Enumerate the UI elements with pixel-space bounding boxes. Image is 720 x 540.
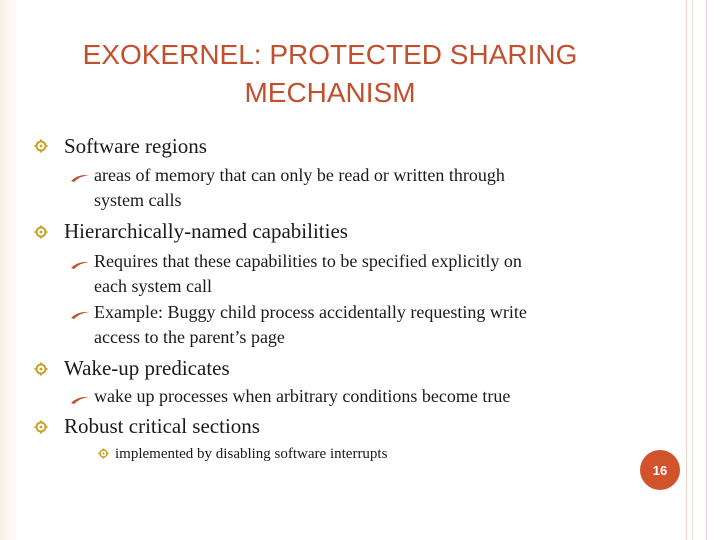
sub-bullet-text: areas of memory that can only be read or written through bbox=[94, 165, 505, 185]
gear-bullet-icon-small bbox=[98, 448, 109, 459]
bullet-robust-critical-sections: Robust critical sections bbox=[64, 414, 260, 438]
left-decorative-band bbox=[0, 0, 16, 540]
swoosh-bullet-icon bbox=[70, 307, 90, 317]
slide-title-line-2: MECHANISM bbox=[244, 77, 416, 108]
sub-bullet-text-continued: access to the parent’s page bbox=[94, 327, 285, 347]
bullet-software-regions: Software regions bbox=[64, 134, 207, 158]
page-number-badge: 16 bbox=[640, 450, 680, 490]
sub-bullet-text: Example: Buggy child process accidentally requesting write bbox=[94, 302, 527, 322]
swoosh-bullet-icon bbox=[70, 170, 90, 180]
right-decorative-line bbox=[692, 0, 693, 540]
sub-bullet-text-continued: system calls bbox=[94, 190, 182, 210]
right-decorative-line bbox=[706, 0, 707, 540]
gear-bullet-icon bbox=[34, 225, 48, 239]
sub-bullet-text: Requires that these capabilities to be specified explicitly on bbox=[94, 251, 522, 271]
swoosh-bullet-icon bbox=[70, 257, 90, 267]
bullet-wake-up-predicates: Wake-up predicates bbox=[64, 356, 230, 380]
swoosh-bullet-icon bbox=[70, 392, 90, 402]
slide-title bbox=[40, 36, 620, 112]
slide-title-line-1: EXOKERNEL: PROTECTED SHARING bbox=[82, 39, 578, 70]
right-decorative-line bbox=[686, 0, 687, 540]
bullet-hierarchical-capabilities: Hierarchically-named capabilities bbox=[64, 219, 348, 243]
sub-bullet-text: wake up processes when arbitrary conditions become true bbox=[94, 386, 511, 406]
sub-bullet-text-continued: each system call bbox=[94, 276, 212, 296]
gear-bullet-icon bbox=[34, 362, 48, 376]
gear-bullet-icon bbox=[34, 420, 48, 434]
sub-bullet-text: implemented by disabling software interrupts bbox=[115, 446, 388, 462]
gear-bullet-icon bbox=[34, 139, 48, 153]
